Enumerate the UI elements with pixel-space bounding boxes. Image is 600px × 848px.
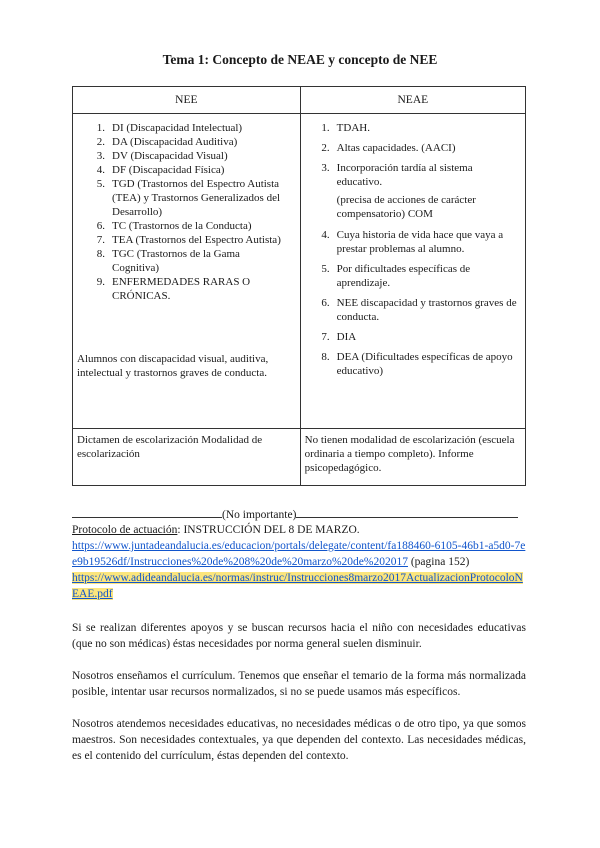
list-item: 3. DV (Discapacidad Visual) (96, 150, 228, 162)
list-item: 4. DF (Discapacidad Física) (96, 164, 225, 176)
section-separator (72, 506, 518, 523)
list-item: 7. DIA (321, 331, 357, 343)
list-item: 8. DEA (Dificultades específicas de apoyo educativo) (321, 351, 513, 377)
nee-note: Alumnos con discapacidad visual, auditiva, intelectual y trastornos graves de conducta. (77, 353, 269, 379)
link-page-note: (pagina 152) (407, 556, 470, 568)
protocol-label: Protocolo de actuación (72, 524, 178, 536)
list-item: 8. TGC (Trastornos de la Gama Cognitiva) (96, 248, 240, 274)
neae-schooling-cell: No tienen modalidad de escolarización (escuela ordinaria a tiempo completo). Informe psicopedagógico. (300, 429, 525, 486)
neae-list (301, 114, 525, 378)
instrucciones-link[interactable]: https://www.juntadeandalucia.es/educacion/portals/delegate/content/fa188460-6105-46b1-a5d0-7ee9b19526df/Instrucciones%20de%208%20de%20marzo%20de%202017 (72, 540, 526, 568)
neae-cell (300, 114, 525, 429)
separator-label: (No importante) (222, 509, 297, 521)
page-title: Tema 1: Concepto de NEAE y concepto de NEE (162, 52, 438, 67)
protocol-section (72, 522, 526, 602)
list-item: 2. DA (Discapacidad Auditiva) (96, 136, 238, 148)
header-nee: NEE (73, 87, 301, 114)
list-item: 3. Incorporación tardía al sistema educativo. (321, 162, 473, 188)
nee-schooling-cell: Dictamen de escolarización Modalidad de escolarización (73, 429, 301, 486)
protocol-text: : INSTRUCCIÓN DEL 8 DE MARZO. (177, 524, 360, 536)
nee-list (73, 114, 300, 303)
list-item: 2. Altas capacidades. (AACI) (321, 142, 456, 154)
adide-pdf-link[interactable]: https://www.adideandalucia.es/normas/instruc/Instrucciones8marzo2017ActualizacionProtocoloNEAE.pdf (72, 572, 523, 600)
list-item: 6. NEE discapacidad y trastornos graves de conducta. (321, 297, 517, 323)
list-item: 7. TEA (Trastornos del Espectro Autista) (96, 234, 281, 246)
nee-neae-table (72, 86, 526, 486)
paragraph-necesidades: Nosotros atendemos necesidades educativas, no necesidades médicas o de otro tipo, ya que somos maestros. Son necesidades contextuales, ya que dependen del contexto. Las necesidades médicas, es el contenido del currículum, éstas dependen del contexto. (72, 718, 526, 762)
list-item: 5. TGD (Trastornos del Espectro Autista (TEA) y Trastornos Generalizados del Desarrollo) (96, 178, 281, 218)
list-item: 1. TDAH. (321, 122, 370, 134)
paragraph-curriculum: Nosotros enseñamos el currículum. Tenemos que enseñar el temario de la forma más normalizada posible, intentar usar recursos normalizados, si no se puede usamos más específicos. (72, 670, 526, 698)
list-item: 4. Cuya historia de vida hace que vaya a prestar problemas al alumno. (321, 229, 504, 255)
nee-cell (73, 114, 301, 429)
header-neae: NEAE (300, 87, 525, 114)
list-item: 5. Por dificultades específicas de aprendizaje. (321, 263, 471, 289)
list-item-note: (precisa de acciones de carácter compensatorio) COM (336, 194, 476, 220)
list-item: 1. DI (Discapacidad Intelectual) (96, 122, 243, 134)
paragraph-apoyos: Si se realizan diferentes apoyos y se buscan recursos hacia el niño con necesidades educativas (que no son médicas) éstas necesidades por norma general suelen disminuir. (72, 622, 526, 650)
list-item: 9. ENFERMEDADES RARAS O CRÓNICAS. (96, 276, 251, 302)
list-item: 6. TC (Trastornos de la Conducta) (96, 220, 252, 232)
